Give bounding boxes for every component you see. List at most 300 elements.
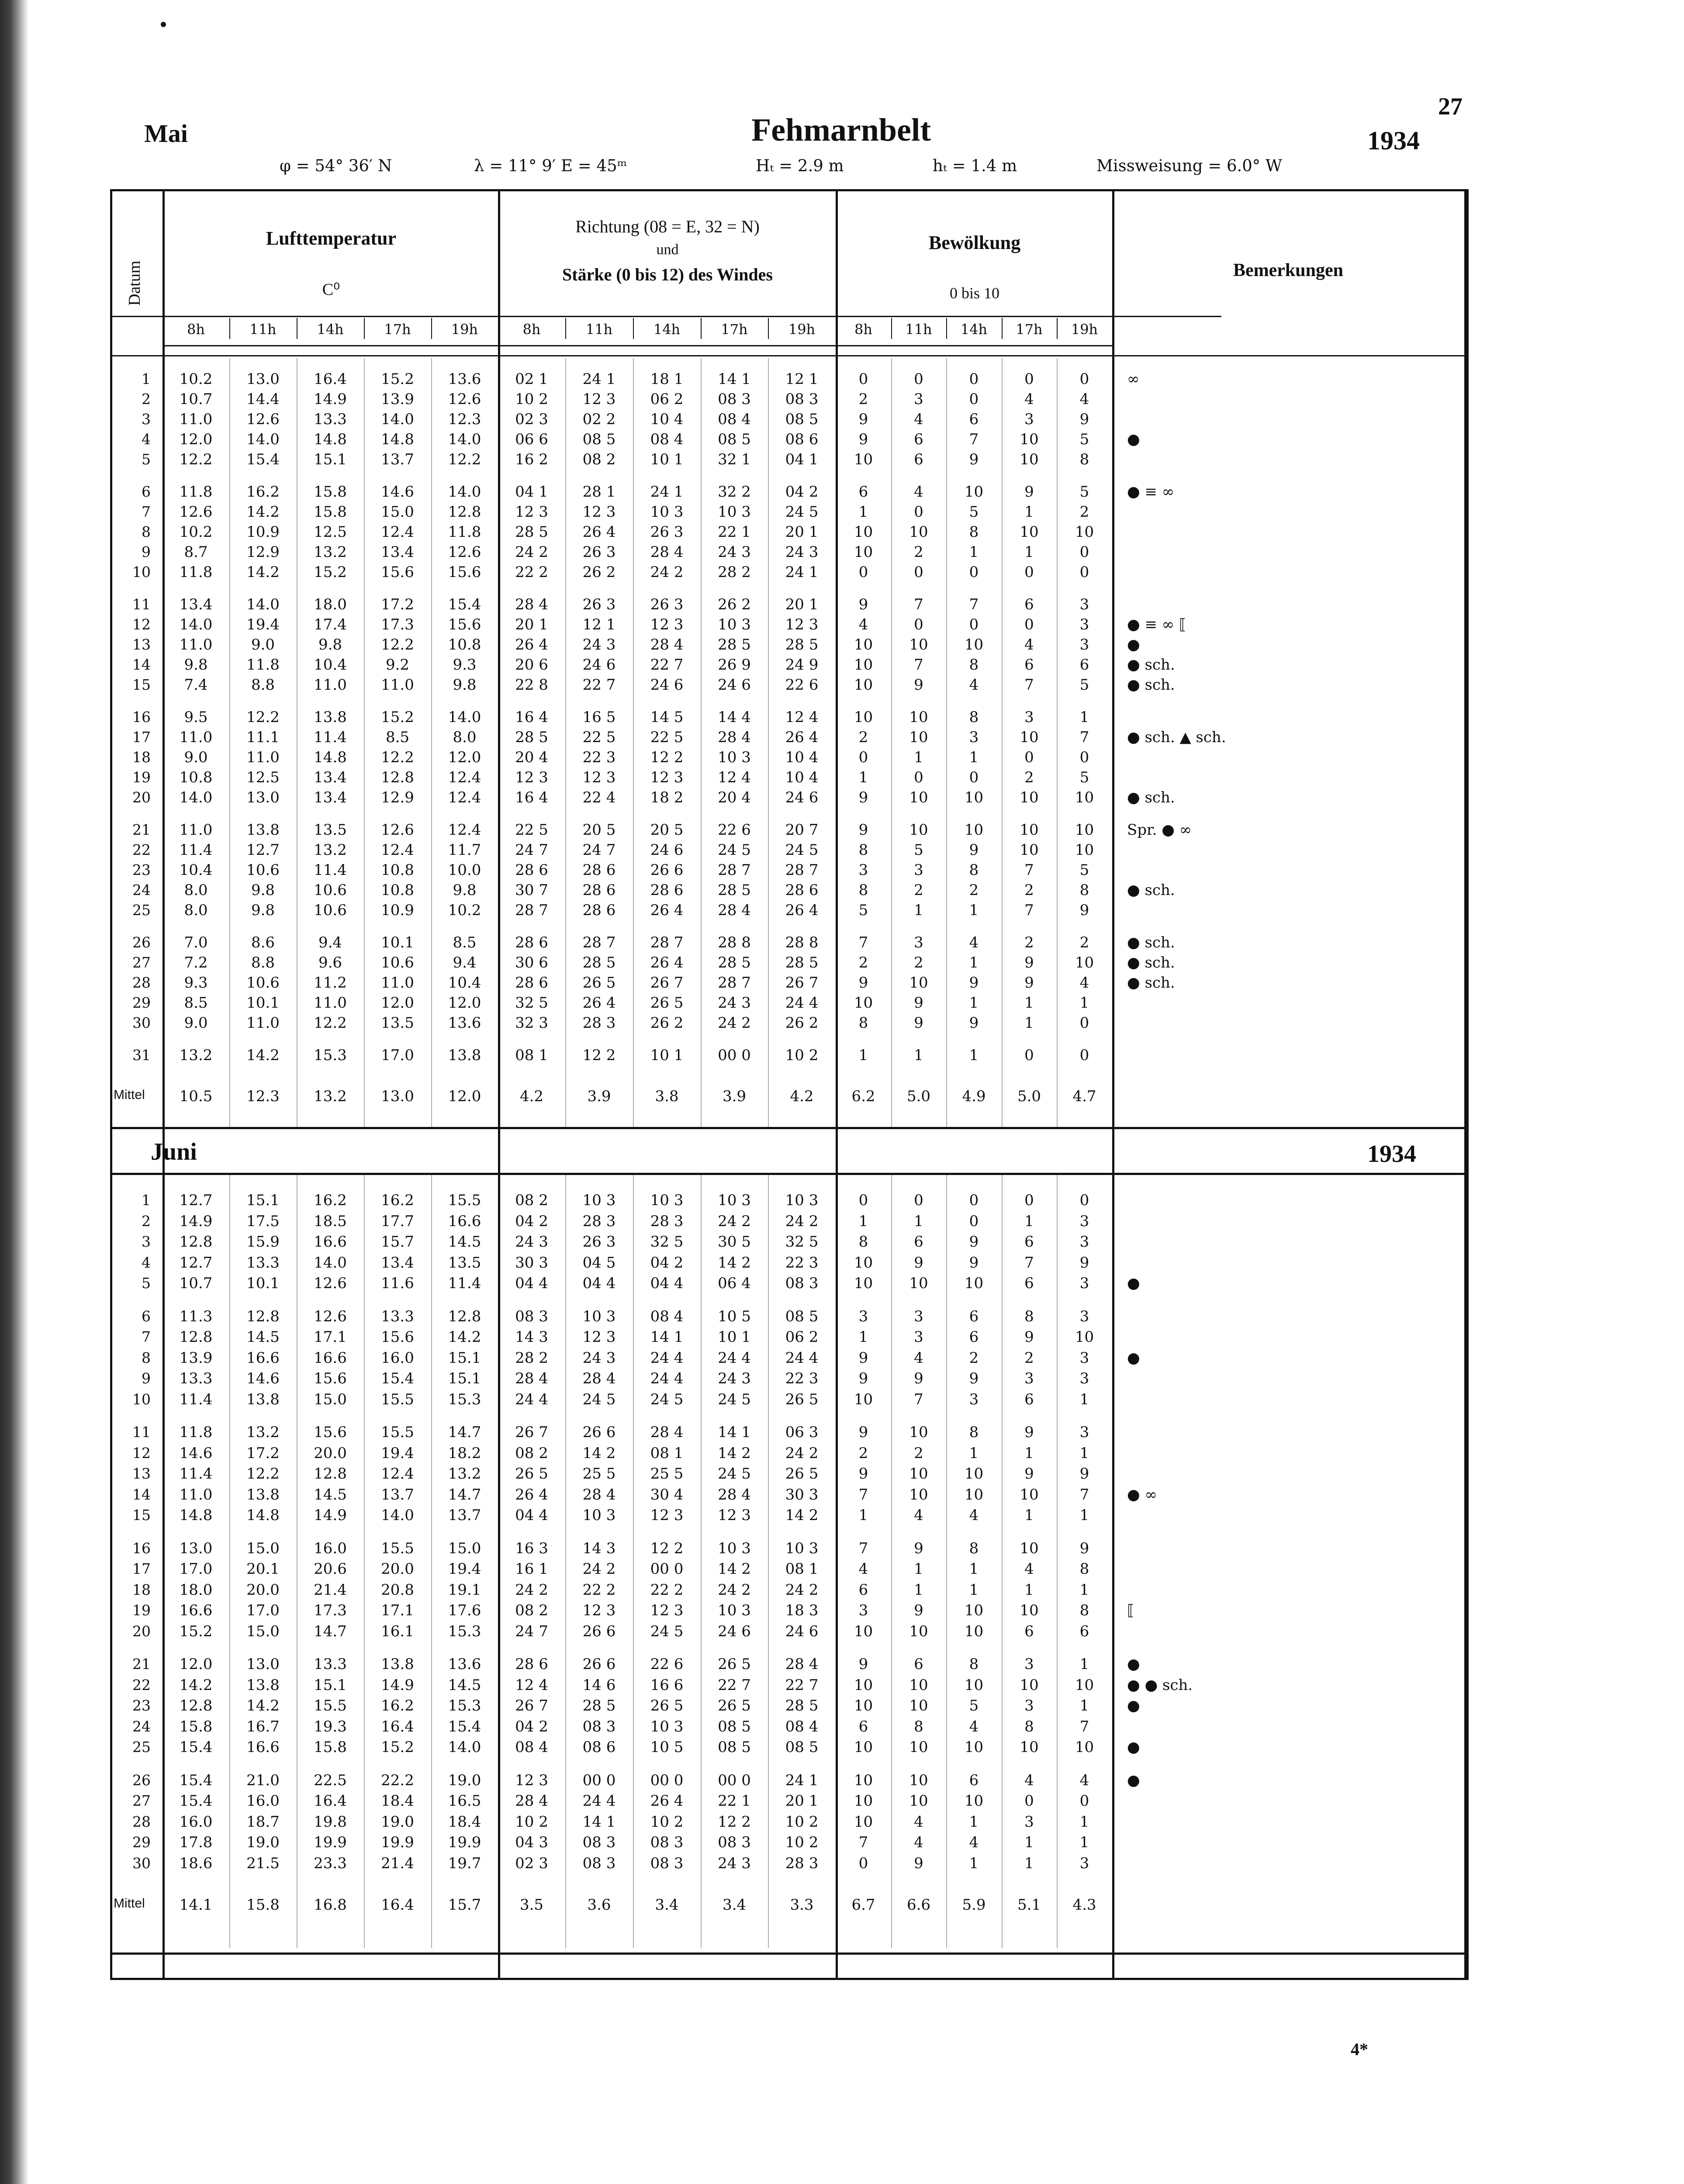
temperature-value: 14.0	[448, 1738, 481, 1756]
cloud-value: 10	[964, 483, 984, 501]
mittel-wind: 3.6	[587, 1896, 611, 1914]
temperature-value: 9.8	[251, 902, 275, 919]
temperature-value: 12.2	[314, 1014, 347, 1032]
mittel-temperature: 10.5	[179, 1088, 213, 1105]
wind-value: 24 3	[785, 543, 819, 561]
cloud-value: 1	[969, 1813, 979, 1831]
mittel-cloud: 4.3	[1072, 1896, 1096, 1914]
mittel-wind: 3.9	[722, 1088, 747, 1105]
cloud-value: 10	[1075, 1738, 1094, 1756]
wind-value: 24 9	[785, 656, 819, 674]
cloud-value: 10	[1020, 431, 1039, 448]
temperature-value: 18.7	[246, 1813, 280, 1831]
wind-value: 28 5	[515, 523, 548, 541]
wind-value: 24 7	[582, 841, 616, 859]
cloud-value: 10	[1020, 841, 1039, 859]
temperature-value: 15.0	[246, 1622, 280, 1640]
cloud-value: 9	[914, 1539, 923, 1557]
temperature-value: 14.0	[381, 411, 414, 428]
column-rule	[1464, 191, 1467, 1978]
cloud-value: 10	[964, 1738, 984, 1756]
cloud-value: 6	[1079, 656, 1089, 674]
cloud-value: 6	[858, 1581, 868, 1599]
temperature-value: 11.8	[448, 523, 481, 541]
wind-value: 24 2	[785, 1581, 819, 1599]
temperature-value: 20.0	[246, 1581, 280, 1599]
cloud-value: 7	[858, 934, 868, 951]
temperature-value: 19.4	[381, 1444, 414, 1462]
mittel-wind: 3.5	[519, 1896, 544, 1914]
temperature-value: 17.4	[314, 616, 347, 633]
wind-value: 32 1	[718, 451, 751, 468]
wind-value: 20 1	[785, 523, 819, 541]
wind-value: 26 4	[515, 636, 548, 653]
wind-value: 28 2	[515, 1349, 548, 1367]
cloud-value: 9	[1024, 1465, 1034, 1482]
cloud-value: 10	[854, 523, 873, 541]
wind-value: 24 4	[718, 1349, 751, 1367]
wind-value: 26 4	[582, 994, 616, 1012]
temperature-value: 13.7	[381, 1486, 414, 1503]
wind-value: 00 0	[650, 1771, 684, 1789]
temperature-value: 11.7	[448, 841, 481, 859]
temperature-value: 15.4	[179, 1792, 213, 1810]
wind-value: 26 6	[582, 1655, 616, 1673]
cloud-value: 9	[914, 994, 923, 1012]
cloud-value: 5	[1079, 861, 1089, 879]
day-number: 14	[132, 656, 151, 673]
temperature-value: 10.1	[381, 934, 414, 951]
cloud-value: 3	[914, 861, 923, 879]
wind-value: 24 2	[650, 563, 684, 581]
wind-value: 28 6	[582, 861, 616, 879]
cloud-value: 0	[1079, 563, 1089, 581]
wind-value: 10 1	[650, 1047, 684, 1064]
temperature-value: 11.0	[314, 994, 347, 1012]
cloud-value: 10	[909, 636, 928, 653]
day-number: 29	[132, 1834, 151, 1851]
temperature-value: 17.2	[246, 1444, 280, 1462]
wind-value: 24 3	[718, 543, 751, 561]
temperature-value: 13.9	[381, 390, 414, 408]
wind-value: 12 1	[785, 370, 819, 388]
temperature-value: 15.5	[381, 1424, 414, 1441]
wind-value: 28 6	[582, 881, 616, 899]
wind-value: 24 2	[582, 1560, 616, 1578]
wind-value: 14 2	[582, 1444, 616, 1462]
temperature-value: 9.0	[184, 749, 208, 766]
temperature-value: 10.6	[381, 954, 414, 971]
temperature-value: 14.2	[246, 1047, 280, 1064]
cloud-value: 0	[1024, 563, 1034, 581]
wind-value: 04 2	[650, 1254, 684, 1272]
cloud-value: 7	[969, 596, 979, 613]
cloud-value: 4	[969, 676, 979, 694]
remark: ●	[1127, 1275, 1140, 1292]
temperature-value: 12.6	[448, 390, 481, 408]
temperature-value: 14.0	[448, 708, 481, 726]
cloud-value: 7	[1079, 1717, 1089, 1735]
mittel-temperature: 15.7	[448, 1896, 481, 1914]
temperature-value: 18.5	[314, 1212, 347, 1230]
temperature-value: 10.2	[179, 523, 213, 541]
temperature-value: 9.0	[184, 1014, 208, 1032]
remark: ●	[1127, 1771, 1140, 1789]
temperature-value: 17.1	[381, 1602, 414, 1619]
temperature-value: 21.5	[246, 1854, 280, 1872]
cloud-value: 1	[1079, 1655, 1089, 1673]
day-number: 26	[132, 934, 151, 951]
temperature-value: 15.0	[381, 503, 414, 521]
temperature-value: 11.4	[448, 1275, 481, 1292]
cloud-value: 1	[969, 994, 979, 1012]
wind-value: 08 4	[718, 411, 751, 428]
cloud-value: 9	[969, 1233, 979, 1251]
wind-value: 30 4	[650, 1486, 684, 1503]
temperature-value: 18.2	[448, 1444, 481, 1462]
wind-value: 24 2	[718, 1581, 751, 1599]
wind-value: 24 6	[718, 1622, 751, 1640]
wind-value: 08 2	[515, 1192, 548, 1209]
cloud-value: 10	[909, 1738, 928, 1756]
cloud-value: 3	[1079, 1233, 1089, 1251]
remark: ● sch.	[1127, 656, 1175, 674]
wind-value: 20 1	[785, 1792, 819, 1810]
cloud-value: 10	[854, 451, 873, 468]
temperature-value: 10.4	[179, 861, 213, 879]
temperature-value: 13.0	[246, 370, 280, 388]
cloud-value: 1	[1079, 708, 1089, 726]
cloud-value: 9	[969, 451, 979, 468]
temperature-value: 11.0	[314, 676, 347, 694]
cloud-value: 8	[969, 1424, 979, 1441]
cloud-value: 1	[1024, 1014, 1034, 1032]
wind-value: 10 3	[582, 1507, 616, 1524]
temperature-value: 10.1	[246, 1275, 280, 1292]
wind-value: 24 6	[718, 676, 751, 694]
day-number: 17	[132, 729, 151, 746]
wind-value: 10 5	[650, 1738, 684, 1756]
day-number: 15	[132, 1507, 151, 1524]
day-number: 23	[132, 861, 151, 878]
day-number: 2	[142, 1212, 151, 1230]
cloud-value: 0	[1079, 543, 1089, 561]
wind-value: 26 5	[515, 1465, 548, 1482]
temperature-value: 14.8	[246, 1507, 280, 1524]
wind-value: 26 3	[650, 523, 684, 541]
cloud-value: 1	[1024, 503, 1034, 521]
wind-value: 02 3	[515, 411, 548, 428]
temperature-value: 14.5	[448, 1676, 481, 1694]
wind-value: 26 3	[582, 596, 616, 613]
wind-value: 22 5	[650, 729, 684, 746]
cloud-value: 0	[1024, 370, 1034, 388]
cloud-value: 0	[914, 769, 923, 786]
temperature-value: 13.8	[448, 1047, 481, 1064]
temperature-value: 15.1	[448, 1370, 481, 1387]
cloud-value: 6	[969, 1328, 979, 1346]
wind-value: 26 5	[650, 1697, 684, 1714]
temperature-value: 8.0	[453, 729, 477, 746]
temperature-value: 14.9	[314, 390, 347, 408]
remark: ● sch. ▲ sch.	[1127, 729, 1226, 746]
mittel-wind: 4.2	[790, 1088, 814, 1105]
wind-value: 14 2	[718, 1254, 751, 1272]
temperature-value: 20.1	[246, 1560, 280, 1578]
cloud-value: 10	[854, 636, 873, 653]
temperature-value: 13.7	[448, 1507, 481, 1524]
cloud-value: 9	[969, 1370, 979, 1387]
wind-value: 00 0	[718, 1047, 751, 1064]
temperature-value: 13.6	[448, 370, 481, 388]
wind-value: 18 2	[650, 789, 684, 806]
cloud-value: 3	[858, 1602, 868, 1619]
day-number: 13	[132, 1465, 151, 1482]
cloud-value: 10	[909, 789, 928, 806]
wind-value: 24 3	[718, 994, 751, 1012]
cloud-value: 10	[1020, 1486, 1039, 1503]
cloud-value: 9	[1024, 1328, 1034, 1346]
temperature-value: 12.8	[179, 1697, 213, 1714]
wind-value: 16 4	[515, 708, 548, 726]
temperature-value: 20.6	[314, 1560, 347, 1578]
temperature-value: 15.4	[448, 596, 481, 613]
temperature-value: 10.2	[448, 902, 481, 919]
day-number: 7	[142, 1328, 151, 1345]
wind-value: 22 7	[582, 676, 616, 694]
temperature-value: 12.7	[246, 841, 280, 859]
temperature-value: 8.6	[251, 934, 275, 951]
hour-header: 8h	[522, 321, 541, 338]
temperature-value: 15.6	[448, 563, 481, 581]
wind-value: 14 2	[785, 1507, 819, 1524]
cloud-value: 10	[854, 1254, 873, 1272]
temperature-value: 16.0	[179, 1813, 213, 1831]
wind-value: 08 2	[582, 451, 616, 468]
cloud-value: 10	[1020, 1602, 1039, 1619]
temperature-value: 17.3	[314, 1602, 347, 1619]
subcolumn-rule	[1002, 1175, 1003, 1948]
temperature-value: 13.8	[246, 821, 280, 839]
cloud-value: 3	[914, 1328, 923, 1346]
cloud-value: 3	[1079, 596, 1089, 613]
temperature-value: 13.7	[381, 451, 414, 468]
wind-value: 25 5	[650, 1465, 684, 1482]
day-number: 30	[132, 1854, 151, 1872]
cloud-value: 10	[854, 994, 873, 1012]
cloud-value: 3	[1079, 1424, 1089, 1441]
temperature-value: 12.8	[448, 503, 481, 521]
cloud-value: 2	[914, 881, 923, 899]
wind-value: 08 3	[582, 1854, 616, 1872]
wind-value: 24 1	[650, 483, 684, 501]
wind-value: 26 3	[582, 543, 616, 561]
cloud-value: 1	[858, 769, 868, 786]
header-divider	[163, 345, 1113, 346]
cloud-value: 1	[969, 1047, 979, 1064]
wind-value: 12 2	[650, 1539, 684, 1557]
wind-value: 24 5	[718, 841, 751, 859]
page-number: 27	[1438, 93, 1463, 120]
wind-value: 12 4	[785, 708, 819, 726]
day-number: 27	[132, 1792, 151, 1809]
wind-value: 08 5	[785, 1307, 819, 1325]
hour-header: 11h	[905, 321, 932, 338]
subcolumn-rule	[891, 1175, 892, 1948]
temperature-value: 15.4	[448, 1717, 481, 1735]
mittel-cloud: 5.9	[962, 1896, 986, 1914]
remark: Spr. ● ∞	[1127, 821, 1192, 839]
day-number: 27	[132, 954, 151, 971]
cloud-value: 7	[914, 596, 923, 613]
cloud-value: 4	[969, 934, 979, 951]
remark: ● sch.	[1127, 954, 1175, 971]
temperature-value: 13.4	[381, 543, 414, 561]
cloud-value: 1	[914, 902, 923, 919]
temperature-value: 11.0	[179, 729, 213, 746]
temperature-value: 12.4	[381, 1465, 414, 1482]
cloud-value: 10	[1020, 729, 1039, 746]
temperature-value: 15.6	[314, 1370, 347, 1387]
temperature-value: 9.6	[318, 954, 342, 971]
temperature-value: 13.8	[246, 1676, 280, 1694]
wind-value: 32 5	[785, 1233, 819, 1251]
temperature-value: 17.3	[381, 616, 414, 633]
wind-value: 22 3	[785, 1370, 819, 1387]
temperature-value: 12.8	[448, 1307, 481, 1325]
wind-value: 26 4	[650, 902, 684, 919]
wind-value: 30 6	[515, 954, 548, 971]
temperature-value: 7.0	[184, 934, 208, 951]
cloud-value: 5	[858, 902, 868, 919]
wind-value: 28 5	[515, 729, 548, 746]
cloud-value: 9	[914, 1254, 923, 1272]
cloud-value: 4	[914, 1507, 923, 1524]
header-divider	[112, 355, 1466, 356]
wind-value: 22 3	[582, 749, 616, 766]
temperature-value: 16.6	[246, 1738, 280, 1756]
cloud-value: 10	[1075, 1676, 1094, 1694]
wind-value: 26 4	[582, 523, 616, 541]
temperature-value: 13.5	[448, 1254, 481, 1272]
wind-value: 20 4	[718, 789, 751, 806]
cloud-value: 10	[909, 1424, 928, 1441]
temperature-value: 19.9	[381, 1834, 414, 1851]
cloud-value: 2	[858, 390, 868, 408]
cloud-value: 3	[1079, 1370, 1089, 1387]
temperature-value: 14.7	[314, 1622, 347, 1640]
wind-value: 14 4	[718, 708, 751, 726]
temperature-value: 16.6	[448, 1212, 481, 1230]
wind-value: 12 3	[582, 769, 616, 786]
wind-value: 12 3	[650, 616, 684, 633]
wind-value: 08 6	[785, 431, 819, 448]
wind-value: 08 6	[582, 1738, 616, 1756]
temperature-value: 14.6	[381, 483, 414, 501]
temperature-value: 12.0	[179, 431, 213, 448]
temperature-value: 15.0	[314, 1390, 347, 1408]
wind-value: 26 2	[718, 596, 751, 613]
cloud-value: 1	[969, 1581, 979, 1599]
cloud-value: 3	[969, 1390, 979, 1408]
cloud-value: 1	[914, 1581, 923, 1599]
temperature-value: 15.1	[448, 1349, 481, 1367]
temperature-value: 12.8	[179, 1328, 213, 1346]
cloud-value: 8	[969, 523, 979, 541]
temperature-value: 16.6	[179, 1602, 213, 1619]
cloud-value: 0	[858, 1192, 868, 1209]
temperature-value: 13.5	[381, 1014, 414, 1032]
wind-value: 28 6	[515, 934, 548, 951]
temperature-value: 11.0	[246, 749, 280, 766]
cloud-value: 10	[854, 1771, 873, 1789]
cloud-value: 0	[858, 370, 868, 388]
cloud-value: 7	[969, 431, 979, 448]
temperature-value: 12.8	[246, 1307, 280, 1325]
cloud-value: 5	[969, 1697, 979, 1714]
remark: ● ≡ ∞	[1127, 483, 1175, 501]
cloud-value: 4	[969, 1717, 979, 1735]
cloud-value: 9	[858, 1349, 868, 1367]
temperature-value: 12.0	[381, 994, 414, 1012]
day-number: 21	[132, 821, 151, 838]
mittel-temperature: 16.4	[381, 1896, 414, 1914]
wind-value: 08 3	[582, 1834, 616, 1851]
wind-value: 24 6	[650, 676, 684, 694]
cloud-value: 3	[858, 1307, 868, 1325]
wind-value: 22 5	[582, 729, 616, 746]
temperature-value: 13.8	[246, 1486, 280, 1503]
cloud-value: 0	[969, 616, 979, 633]
temperature-value: 13.2	[314, 841, 347, 859]
subcolumn-rule	[768, 318, 769, 339]
cloud-value: 2	[914, 543, 923, 561]
temperature-value: 18.0	[179, 1581, 213, 1599]
cloud-value: 1	[858, 1212, 868, 1230]
temperature-value: 14.0	[179, 789, 213, 806]
temperature-value: 10.4	[448, 974, 481, 992]
cloud-value: 10	[854, 656, 873, 674]
wind-value: 26 3	[582, 1233, 616, 1251]
temperature-value: 15.1	[246, 1192, 280, 1209]
hour-header: 17h	[384, 321, 411, 338]
cloud-value: 4	[858, 616, 868, 633]
cloud-value: 4	[858, 1560, 868, 1578]
day-number: 5	[142, 1275, 151, 1292]
day-number: 19	[132, 1602, 151, 1619]
cloud-value: 10	[1020, 451, 1039, 468]
wind-value: 08 4	[650, 1307, 684, 1325]
day-number: 4	[142, 431, 151, 448]
wind-value: 24 2	[785, 1444, 819, 1462]
cloud-value: 4	[1024, 636, 1034, 653]
cloud-value: 7	[1024, 902, 1034, 919]
temperature-value: 9.4	[453, 954, 477, 971]
temperature-value: 9.8	[453, 881, 477, 899]
cloud-value: 0	[1079, 1192, 1089, 1209]
wind-value: 04 3	[515, 1834, 548, 1851]
temperature-value: 10.9	[381, 902, 414, 919]
wind-value: 08 5	[718, 1717, 751, 1735]
day-number: 13	[132, 636, 151, 653]
wind-value: 24 4	[650, 1349, 684, 1367]
temperature-value: 14.7	[448, 1486, 481, 1503]
wind-value: 28 5	[785, 954, 819, 971]
wind-value: 10 3	[650, 503, 684, 521]
wind-value: 28 5	[582, 954, 616, 971]
wind-value: 28 4	[718, 1486, 751, 1503]
wind-value: 04 2	[515, 1717, 548, 1735]
